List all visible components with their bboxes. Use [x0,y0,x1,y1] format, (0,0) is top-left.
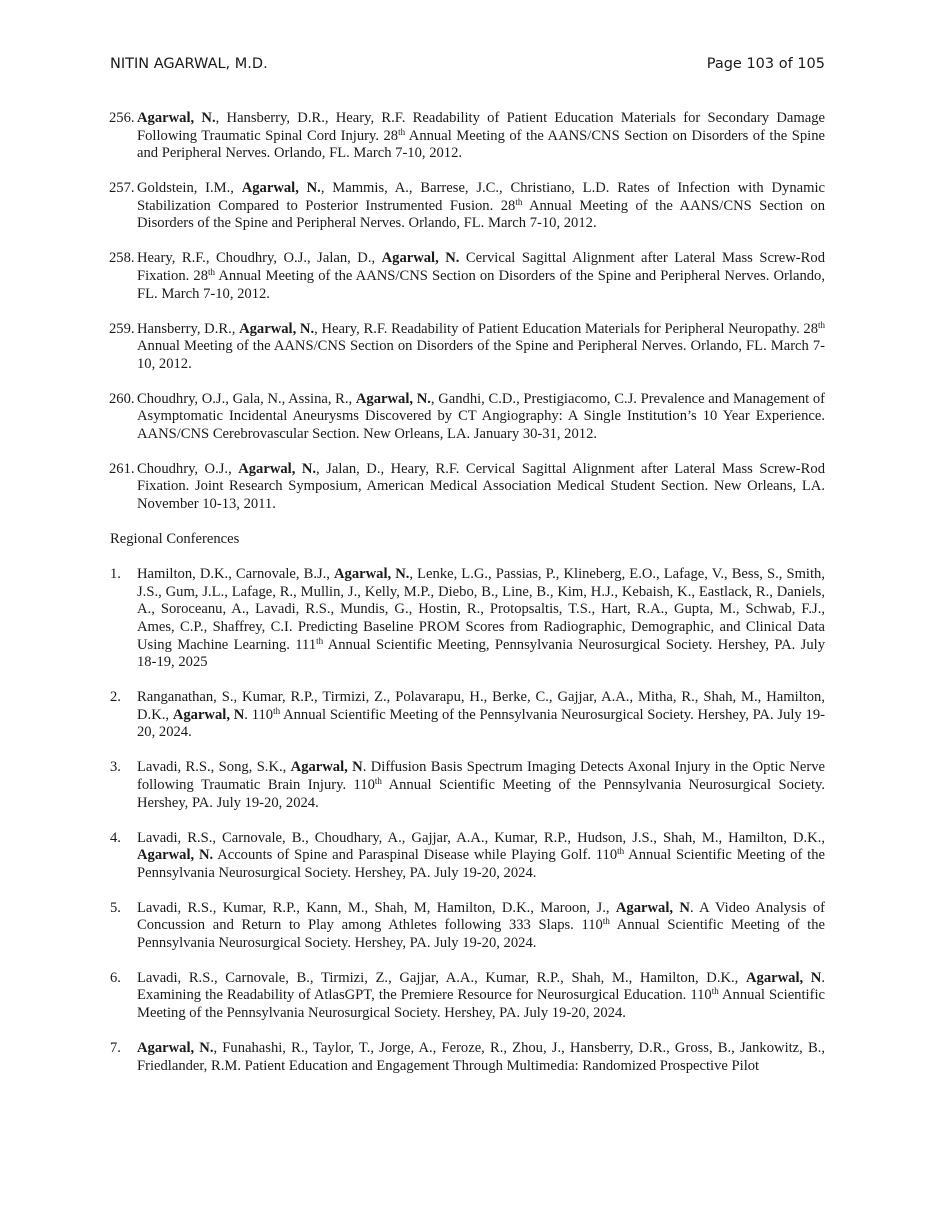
citation-text: , Gandhi, C.D., Prestigiacomo, C.J. Prevalence and Management of Asymptomatic Incidental Aneurysms Discovered by CT Angiography: A Single Institution’s 10 Year Experience. AANS/CNS Cerebrovascular Section. New Orleans, LA. January 30-31, 2012. [137,390,825,442]
citation-text: Accounts of Spine and Paraspinal Disease while Playing Golf. 110 [213,847,618,864]
citation-authors-before: Hamilton, D.K., Carnovale, B.J., [137,566,335,583]
citation-text-continued: Annual Scientific Meeting of the Pennsylvania Neurosurgical Society. Hershey, PA. July 19-20, 2024. [137,776,826,811]
ordinal-suffix: th [208,266,216,277]
citation-text: , Hansberry, D.R., Heary, R.F. Readability of Patient Education Materials for Secondary Damage Following Traumatic Spinal Cord Injury. 28 [137,110,825,144]
citation-authors-before: Lavadi, R.S., Song, S.K., [137,759,291,776]
ordinal-suffix: th [316,635,324,646]
citation-highlighted-author: Agarwal, N. [381,250,460,267]
citation-text: , Jalan, D., Heary, R.F. Cervical Sagittal Alignment after Lateral Mass Screw-Rod Fixation. Joint Research Symposium, American Medical Association Medical Student Section. New Orleans, LA. November 10-13, 2011. [137,460,825,513]
citation-highlighted-author: Agarwal, N. [239,320,315,337]
entry-number: 2. [110,689,121,706]
citation-entry [110,830,825,883]
citation-highlighted-author: Agarwal, N [172,706,245,723]
national-list [110,110,825,514]
citation-authors-before: Hansberry, D.R., [137,320,240,337]
ordinal-suffix: th [617,846,625,857]
citation-text: . 110 [244,706,274,723]
citation-entry [110,900,825,953]
entry-number: 1. [110,566,121,583]
page-number: Page 103 of 105 [706,56,825,72]
publication-list [110,110,825,1075]
citation-authors-before: Choudhry, O.J., [137,460,239,477]
citation-entry [110,391,825,444]
citation-entry [110,759,825,812]
citation-text: , Mammis, A., Barrese, J.C., Christiano, L.D. Rates of Infection with Dynamic Stabilization Compared to Posterior Instrumented Fusion. 28 [137,180,825,214]
entry-number: 5. [110,899,121,916]
entry-number: 256. [109,110,135,126]
citation-text-continued: Annual Meeting of the AANS/CNS Section on Disorders of the Spine and Peripheral Nerves. Orlando, FL. March 7-10, 2012. [137,197,826,232]
regional-list [110,566,825,1075]
citation-text: , Funahashi, R., Taylor, T., Jorge, A., Feroze, R., Zhou, J., Hansberry, D.R., Gross, B., Jankowitz, B., Friedlander, R.M. Patient Education and Engagement Through Multimedia: Randomized Prospective Pilot [137,1040,825,1074]
entry-number: 6. [110,969,121,986]
ordinal-suffix: th [398,126,406,137]
ordinal-suffix: th [818,319,826,330]
citation-authors-before: Ranganathan, S., Kumar, R.P., Tirmizi, Z., Polavarapu, H., Berke, C., Gajjar, A.A., Mitha, R., Shah, M., Hamilton, D.K., [137,689,825,723]
entry-number: 260. [109,390,135,407]
citation-text-continued: Annual Meeting of the AANS/CNS Section on Disorders of the Spine and Peripheral Nerves. Orlando, FL. March 7-10, 2012. [137,338,825,372]
citation-highlighted-author: Agarwal, N. [137,110,216,126]
entry-number: 4. [110,829,121,846]
citation-text-continued: Annual Scientific Meeting, Pennsylvania Neurosurgical Society. Hershey, PA. July 18-19, 2025 [137,636,825,671]
citation-text: , Lenke, L.G., Passias, P., Klineberg, E.O., Lafage, V., Bess, S., Smith, J.S., Gum, J.L., Lafage, R., Mullin, J., Kelly, M.P., Diebo, B., Line, B., Kim, H.J., Kebaish, K., Eastlack, R., Daniels, A., Soroceanu, A., Lavadi, R.S., Mundis, G., Hostin, R., Protopsaltis, T.S., Hart, R.A., Gupta, M., Schwab, F.J., Ames, C.P., Shaffrey, C.I. Predicting Baseline PROM Scores from Radiographic, Demographic, and Clinical Data Using Machine Learning. 111 [137,566,825,653]
author-name: NITIN AGARWAL, M.D. [110,56,268,72]
citation-authors-before: Goldstein, I.M., [137,180,242,197]
citation-highlighted-author: Agarwal, N. [137,847,214,864]
ordinal-suffix: th [602,916,610,927]
entry-number: 7. [110,1040,121,1057]
citation-authors-before: Heary, R.F., Choudhry, O.J., Jalan, D., [137,250,382,267]
entry-number: 257. [109,180,135,197]
citation-text-continued: Annual Scientific Meeting of the Pennsylvania Neurosurgical Society. Hershey, PA. July 19-20, 2024. [137,847,825,881]
citation-entry [110,250,825,303]
section-title: Regional Conferences [110,531,240,548]
citation-text: . A Video Analysis of Concussion and Return to Play among Athletes following 333 Slaps. 110 [137,899,825,934]
citation-entry [110,110,825,163]
entry-number: 259. [109,320,135,337]
citation-entry [110,180,825,233]
citation-text: . Diffusion Basis Spectrum Imaging Detects Axonal Injury in the Optic Nerve following Traumatic Brain Injury. 110 [137,759,826,793]
citation-text-continued: Annual Scientific Meeting of the Pennsylvania Neurosurgical Society. Hershey, PA. July 19-20, 2024. [137,987,825,1022]
citation-highlighted-author: Agarwal, N. [238,460,317,477]
citation-authors-before: Choudhry, O.J., Gala, N., Assina, R., [137,390,356,407]
citation-entry [110,1040,825,1075]
ordinal-suffix: th [273,705,281,716]
citation-entry [110,321,825,374]
citation-highlighted-author: Agarwal, N [290,759,363,776]
citation-entry [110,461,825,514]
citation-highlighted-author: Agarwal, N [615,899,690,916]
citation-text: Cervical Sagittal Alignment after Lateral Mass Screw-Rod Fixation. 28 [137,250,825,284]
citation-highlighted-author: Agarwal, N [746,969,822,986]
ordinal-suffix: th [711,986,719,997]
citation-text-continued: Annual Scientific Meeting of the Pennsylvania Neurosurgical Society. Hershey, PA. July 19-20, 2024. [137,917,825,951]
citation-entry [110,970,825,1023]
citation-text: , Heary, R.F. Readability of Patient Education Materials for Peripheral Neuropathy. 28 [314,320,818,337]
citation-entry [110,566,825,672]
citation-highlighted-author: Agarwal, N. [334,566,410,583]
citation-authors-before: Lavadi, R.S., Kumar, R.P., Kann, M., Shah, M, Hamilton, D.K., Maroon, J., [137,899,616,916]
ordinal-suffix: th [374,775,382,786]
citation-text-continued: Annual Meeting of the AANS/CNS Section on Disorders of the Spine and Peripheral Nerves. Orlando, FL. March 7-10, 2012. [137,127,825,162]
citation-entry [110,689,825,742]
citation-authors-before: Lavadi, R.S., Carnovale, B., Choudhary, A., Gajjar, A.A., Kumar, R.P., Hudson, J.S., Shah, M., Hamilton, D.K., [137,829,825,846]
page-header [110,56,825,78]
entry-number: 3. [110,759,121,776]
citation-highlighted-author: Agarwal, N. [241,180,321,197]
citation-text: . Examining the Readability of AtlasGPT, the Premiere Resource for Neurosurgical Education. 110 [137,969,825,1004]
entry-number: 258. [109,250,135,267]
citation-highlighted-author: Agarwal, N. [355,390,431,407]
citation-text-continued: Annual Scientific Meeting of the Pennsylvania Neurosurgical Society. Hershey, PA. July 19-20, 2024. [137,706,825,741]
ordinal-suffix: th [515,196,523,207]
citation-highlighted-author: Agarwal, N. [137,1040,214,1057]
entry-number: 261. [109,460,135,477]
citation-text-continued: Annual Meeting of the AANS/CNS Section on Disorders of the Spine and Peripheral Nerves. Orlando, FL. March 7-10, 2012. [137,267,825,302]
citation-authors-before: Lavadi, R.S., Carnovale, B., Tirmizi, Z., Gajjar, A.A., Kumar, R.P., Shah, M., Hamilton, D.K., [137,969,746,986]
